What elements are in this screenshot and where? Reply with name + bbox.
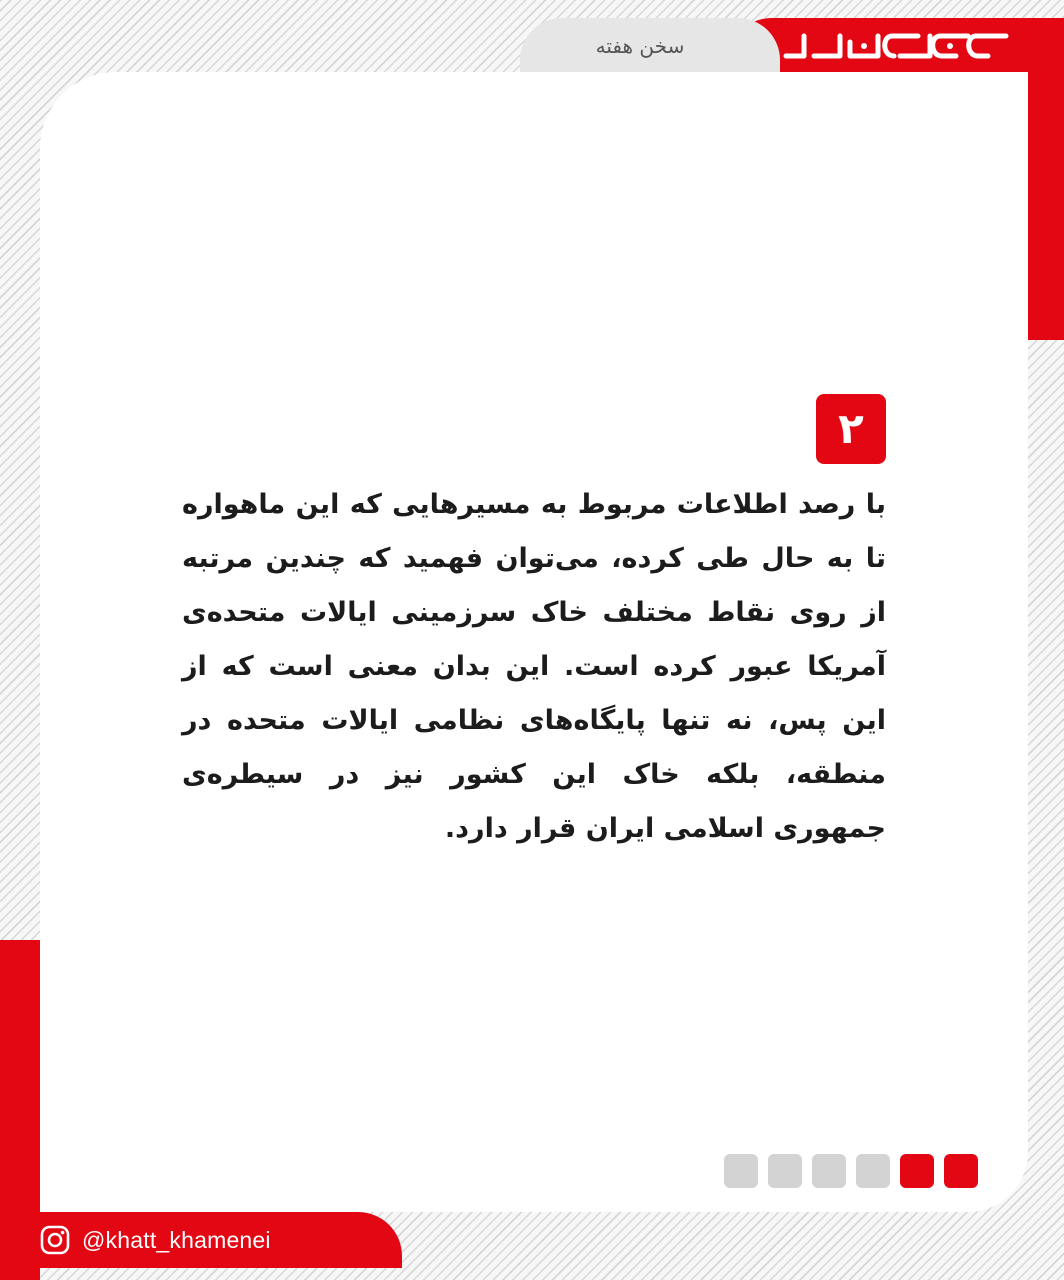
pagination-dot-5[interactable] xyxy=(768,1154,802,1188)
right-accent-bar xyxy=(1028,18,1064,340)
header-tab-label: سخن هفته xyxy=(595,34,685,58)
pagination-dot-3[interactable] xyxy=(856,1154,890,1188)
pagination-dots xyxy=(724,1154,978,1188)
instagram-icon xyxy=(40,1225,70,1255)
pagination-dot-6[interactable] xyxy=(724,1154,758,1188)
quote-text: با رصد اطلاعات مربوط به مسیرهایی که این ماهواره تا به حال طی کرده، می‌توان فهمید که چندین مرتبه از روی نقاط مختلف خاک سرزمینی ایالات متحده‌ی آمریکا عبور کرده است. این بدان معنی است که از این پس، نه تنها پایگاه‌های نظامی ایالات متحده در منطقه، بلکه خاک این کشور نیز در سیطره‌ی جمهوری اسلامی ایران قرار دارد. xyxy=(182,489,886,844)
pagination-dot-1[interactable] xyxy=(944,1154,978,1188)
pagination-dot-2[interactable] xyxy=(900,1154,934,1188)
instagram-handle[interactable]: @khatt_khamenei xyxy=(82,1226,271,1253)
footer-social[interactable] xyxy=(40,1218,271,1262)
slide-number-badge: ۲ xyxy=(816,394,886,464)
brand-logo-icon xyxy=(780,26,1010,66)
pagination-dot-4[interactable] xyxy=(812,1154,846,1188)
